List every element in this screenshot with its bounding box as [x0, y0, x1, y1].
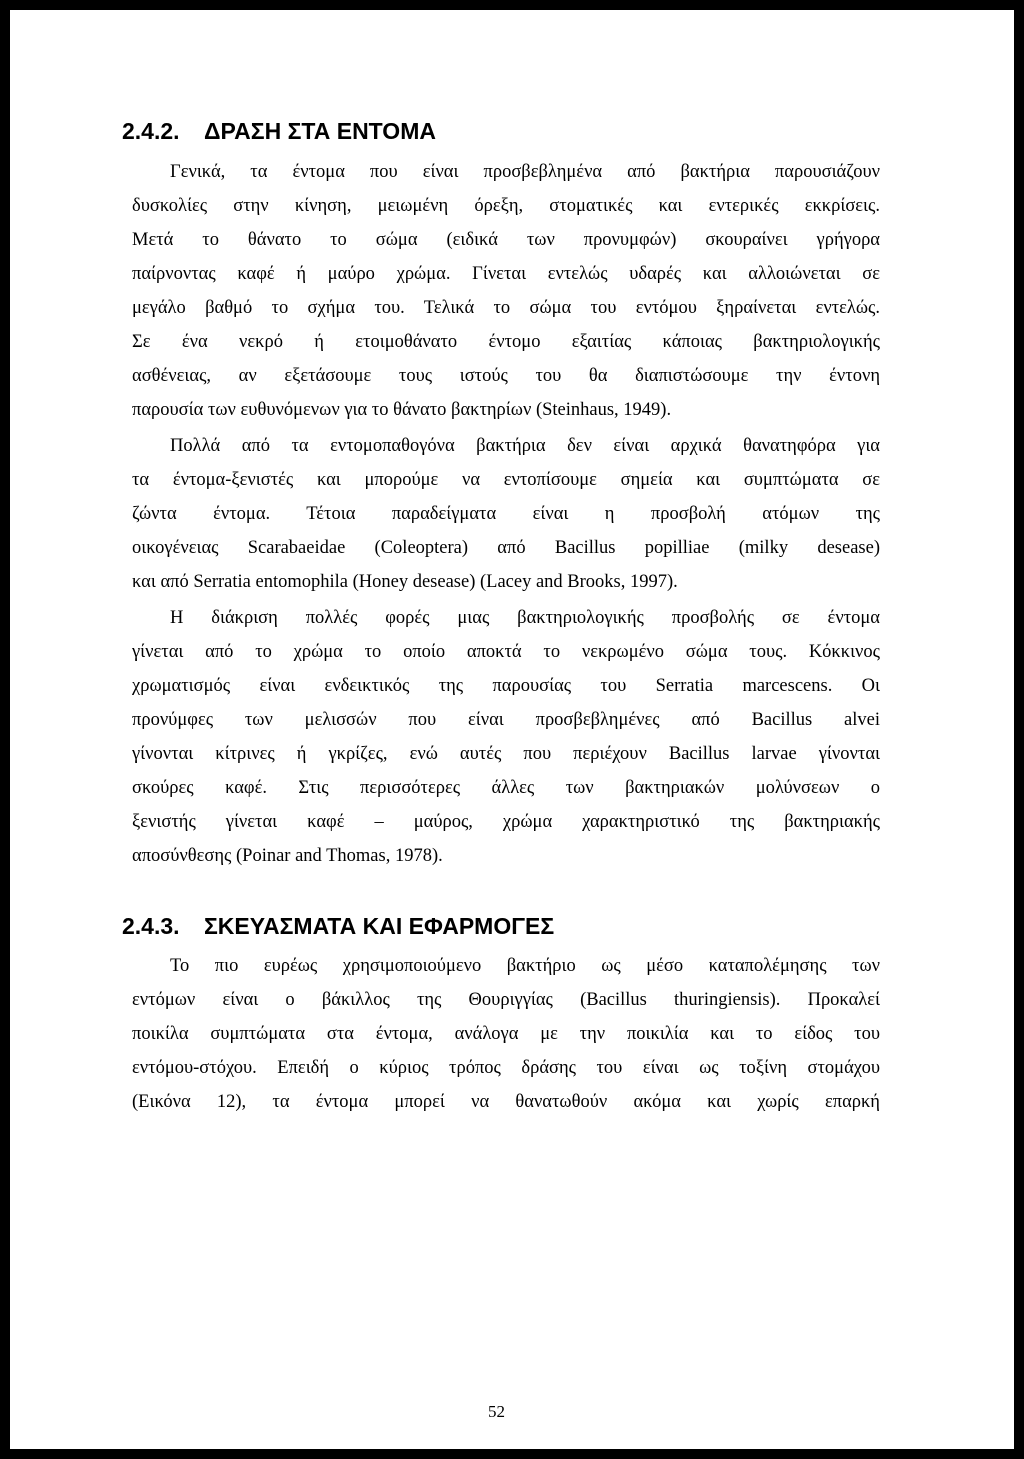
text-line: εντόμων είναι ο βάκιλλος της Θουριγγίας (Bacillus thuringiensis). Προκαλεί — [132, 990, 880, 1010]
text-line: γίνονται κίτρινες ή γκρίζες, ενώ αυτές που περιέχουν Bacillus larvae γίνονται — [132, 744, 880, 764]
text-line: εντόμου-στόχου. Επειδή ο κύριος τρόπος δράσης του είναι ως τοξίνη στομάχου — [132, 1058, 880, 1078]
text-line: χρωματισμός είναι ενδεικτικός της παρουσίας του Serratia marcescens. Οι — [132, 676, 880, 696]
section-heading-2 — [122, 913, 554, 940]
section-title: ΣΚΕΥΑΣΜΑΤΑ ΚΑΙ ΕΦΑΡΜΟΓΕΣ — [204, 913, 555, 939]
text-line: Το πιο ευρέως χρησιμοποιούμενο βακτήριο ως μέσο καταπολέμησης των — [170, 956, 880, 976]
text-line: αποσύνθεσης (Poinar and Thomas, 1978). — [132, 846, 443, 866]
section-number: 2.4.3. — [122, 913, 180, 939]
text-line: παρουσία των ευθυνόμενων για το θάνατο βακτηρίων (Steinhaus, 1949). — [132, 400, 672, 420]
text-line: και από Serratia entomophila (Honey desease) (Lacey and Brooks, 1997). — [132, 572, 678, 592]
text-line: Σε ένα νεκρό ή ετοιμοθάνατο έντομο εξαιτίας κάποιας βακτηριολογικής — [132, 332, 880, 352]
text-line: ποικίλα συμπτώματα στα έντομα, ανάλογα με την ποικιλία και το είδος του — [132, 1024, 880, 1044]
page-number: 52 — [488, 1402, 505, 1421]
text-line: (Εικόνα 12), τα έντομα μπορεί να θανατωθούν ακόμα και χωρίς επαρκή — [132, 1092, 880, 1112]
text-line: ζώντα έντομα. Τέτοια παραδείγματα είναι η προσβολή ατόμων της — [132, 504, 880, 524]
section-heading-1 — [122, 118, 436, 145]
text-line: προνύμφες των μελισσών που είναι προσβεβλημένες από Bacillus alvei — [132, 710, 880, 730]
text-line: Γενικά, τα έντομα που είναι προσβεβλημένα από βακτήρια παρουσιάζουν — [170, 162, 880, 182]
text-line: σκούρες καφέ. Στις περισσότερες άλλες των βακτηριακών μολύνσεων ο — [132, 778, 880, 798]
text-line: Πολλά από τα εντομοπαθογόνα βακτήρια δεν είναι αρχικά θανατηφόρα για — [170, 436, 880, 456]
text-line: Η διάκριση πολλές φορές μιας βακτηριολογικής προσβολής σε έντομα — [170, 608, 880, 628]
text-line: δυσκολίες στην κίνηση, μειωμένη όρεξη, στοματικές και εντερικές εκκρίσεις. — [132, 196, 880, 216]
text-line: ασθένειας, αν εξετάσουμε τους ιστούς του θα διαπιστώσουμε την έντονη — [132, 366, 880, 386]
text-line: Μετά το θάνατο το σώμα (ειδικά των προνυμφών) σκουραίνει γρήγορα — [132, 230, 880, 250]
section-title: ΔΡΑΣΗ ΣΤΑ ΕΝΤΟΜΑ — [204, 118, 436, 144]
text-line: τα έντομα-ξενιστές και μπορούμε να εντοπίσουμε σημεία και συμπτώματα σε — [132, 470, 880, 490]
text-line: μεγάλο βαθμό το σχήμα του. Τελικά το σώμα του εντόμου ξηραίνεται εντελώς. — [132, 298, 880, 318]
text-line: παίρνοντας καφέ ή μαύρο χρώμα. Γίνεται εντελώς υδαρές και αλλοιώνεται σε — [132, 264, 880, 284]
text-line: οικογένειας Scarabaeidae (Coleoptera) από Bacillus popilliae (milky desease) — [132, 538, 880, 558]
text-line: ξενιστής γίνεται καφέ – μαύρος, χρώμα χαρακτηριστικό της βακτηριακής — [132, 812, 880, 832]
section-number: 2.4.2. — [122, 118, 180, 144]
document-page — [10, 10, 1014, 1449]
text-line: γίνεται από το χρώμα το οποίο αποκτά το νεκρωμένο σώμα τους. Κόκκινος — [132, 642, 880, 662]
